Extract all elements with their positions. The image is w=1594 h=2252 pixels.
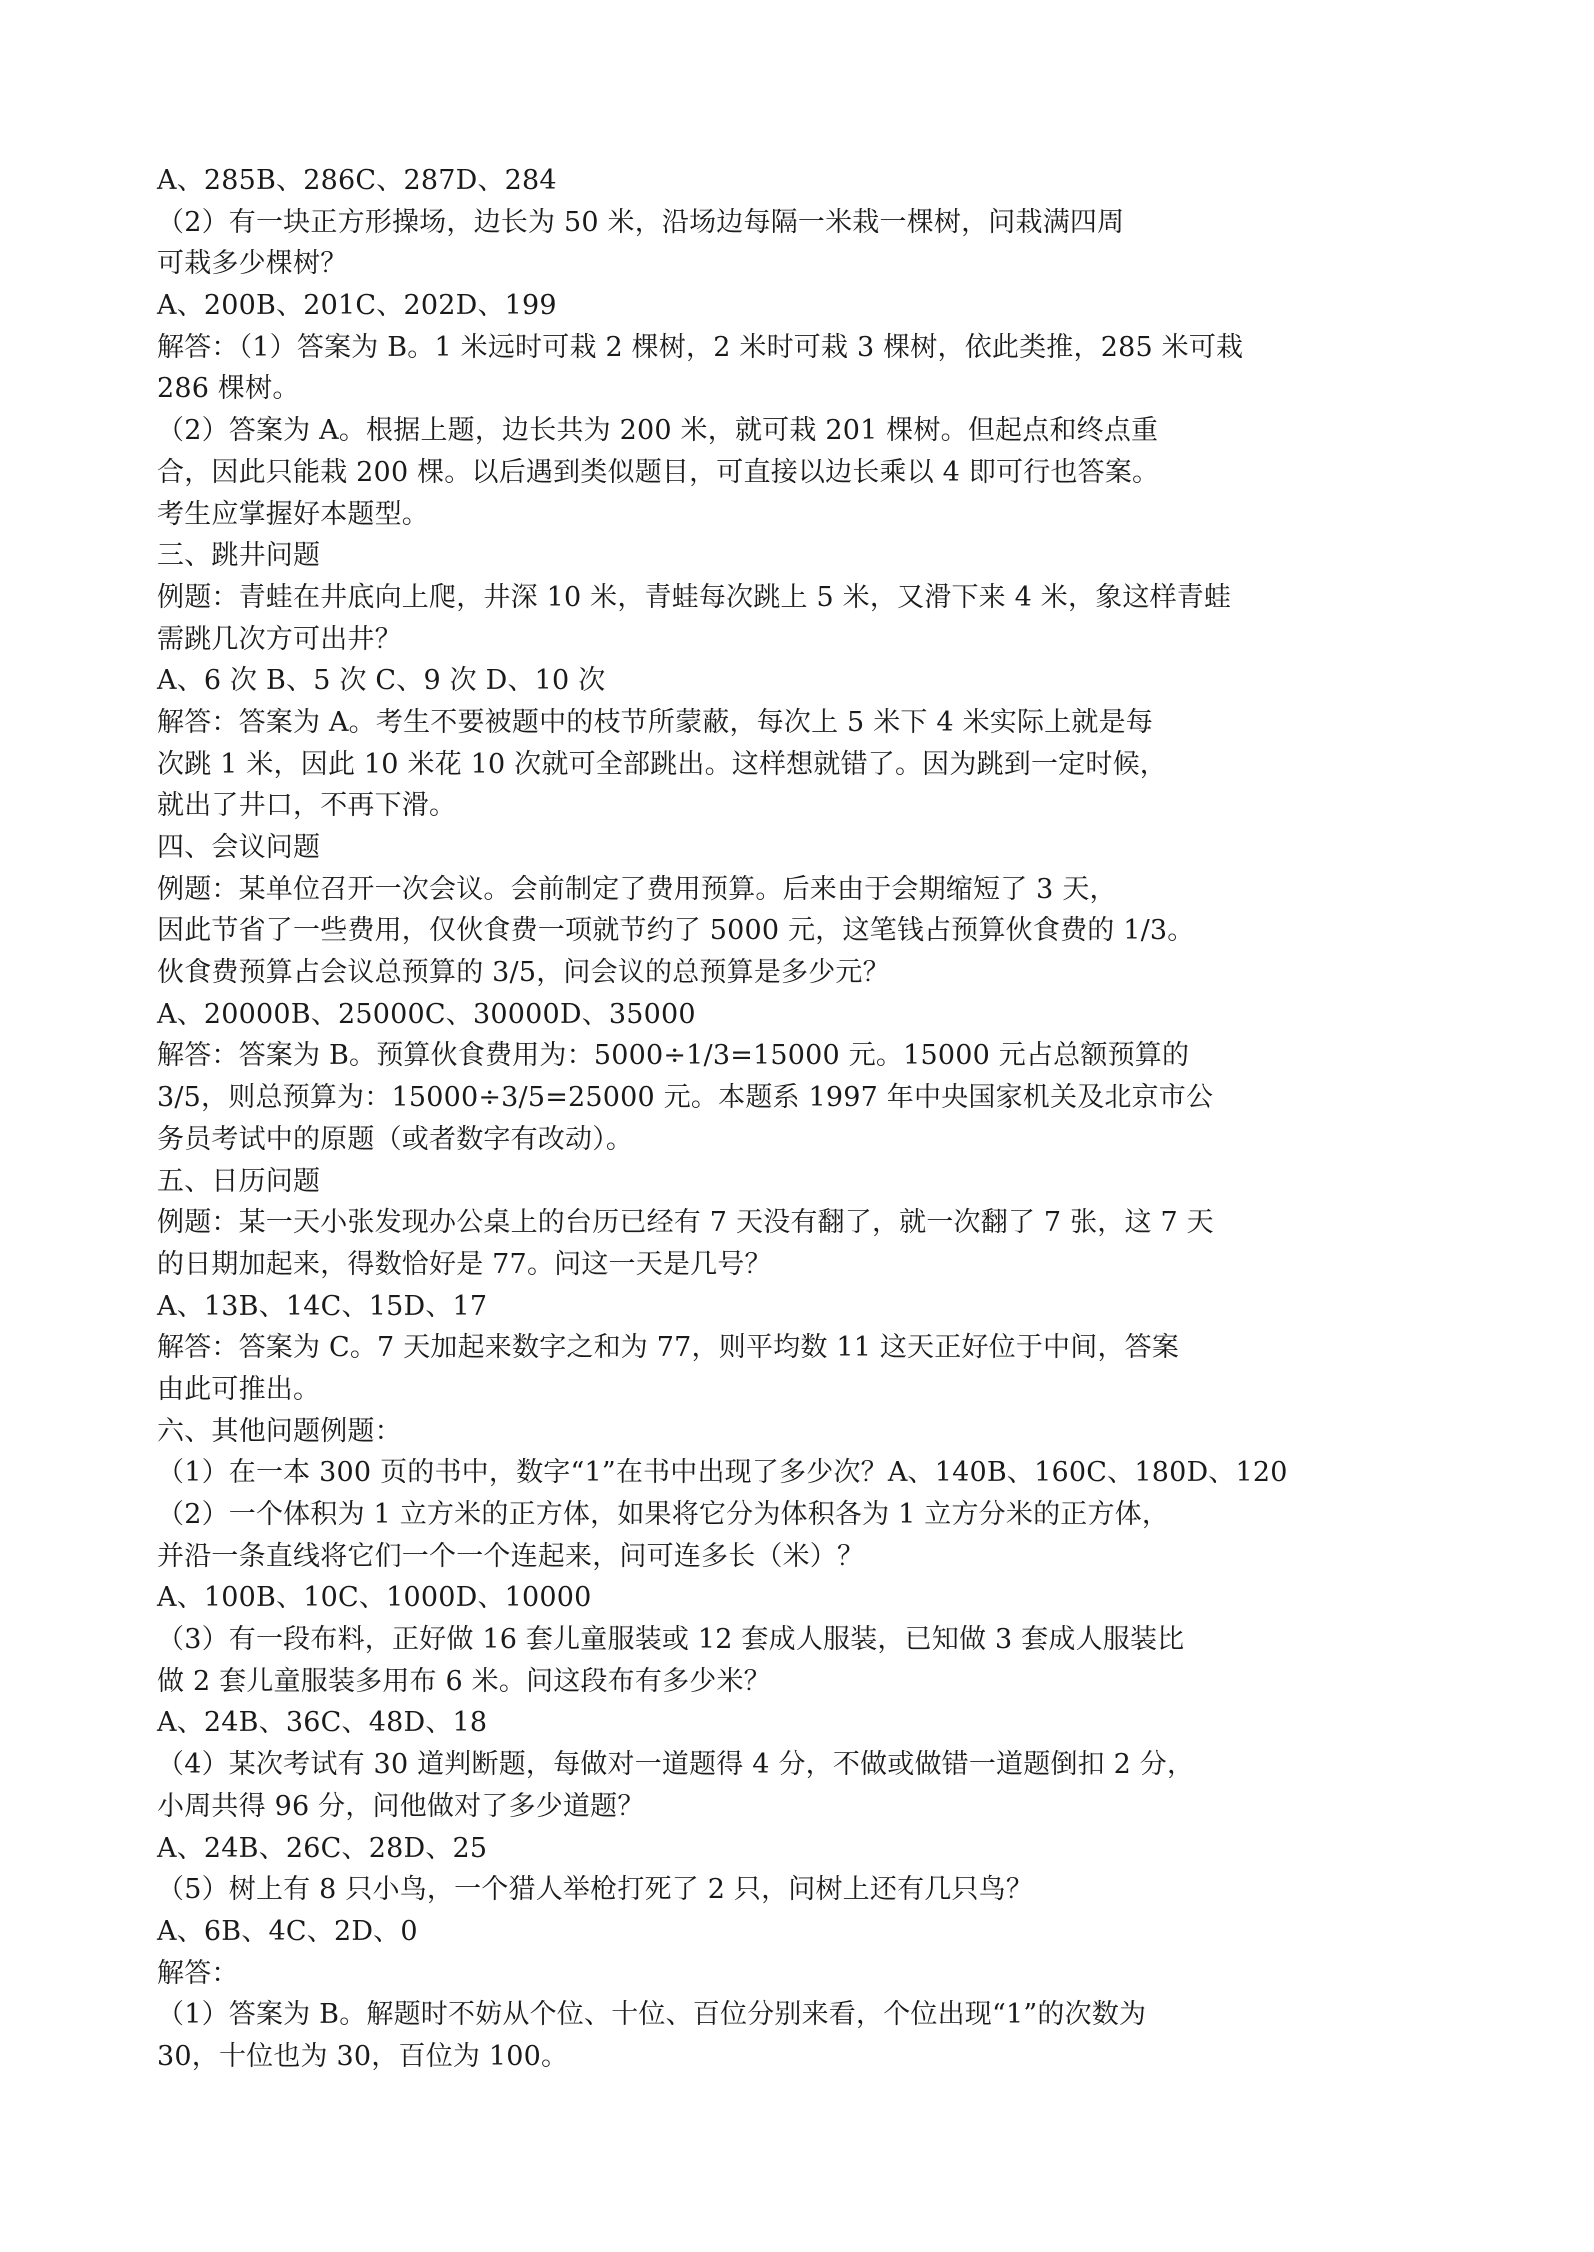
text-line: 解答：答案为 A。考生不要被题中的枝节所蒙蔽，每次上 5 米下 4 米实际上就是每 xyxy=(157,706,1153,738)
text-line: A、24B、36C、48D、18 xyxy=(157,1707,488,1739)
text-line: 就出了井口，不再下滑。 xyxy=(157,790,457,822)
text-line: （5）树上有 8 只小鸟，一个猎人举枪打死了 2 只，问树上还有几只鸟？ xyxy=(157,1874,1034,1906)
text-line: 的日期加起来，得数恰好是 77。问这一天是几号？ xyxy=(157,1248,772,1280)
text-line: 做 2 套儿童服装多用布 6 米。问这段布有多少米？ xyxy=(157,1665,771,1697)
section-heading: 三、跳井问题 xyxy=(157,540,321,572)
text-line: A、20000B、25000C、30000D、35000 xyxy=(157,998,696,1030)
text-line: （1）答案为 B。解题时不妨从个位、十位、百位分别来看，个位出现“1”的次数为 xyxy=(157,1999,1147,2031)
text-line: 可栽多少棵树？ xyxy=(157,248,348,280)
text-line: 次跳 1 米，因此 10 米花 10 次就可全部跳出。这样想就错了。因为跳到一定时候， xyxy=(157,748,1167,780)
text-line: 解答：（1）答案为 B。1 米远时可栽 2 棵树，2 米时可栽 3 棵树，依此类推，285 米可栽 xyxy=(157,331,1244,363)
text-line: 合，因此只能栽 200 棵。以后遇到类似题目，可直接以边长乘以 4 即可行也答案。 xyxy=(157,456,1160,488)
text-line: 解答：答案为 C。7 天加起来数字之和为 77，则平均数 11 这天正好位于中间，答案 xyxy=(157,1332,1180,1364)
text-line: A、200B、201C、202D、199 xyxy=(157,290,557,322)
text-line: 小周共得 96 分，问他做对了多少道题？ xyxy=(157,1790,645,1822)
text-line: 例题：青蛙在井底向上爬，井深 10 米，青蛙每次跳上 5 米，又滑下来 4 米，象这样青蛙 xyxy=(157,581,1232,613)
text-line: 解答： xyxy=(157,1957,239,1989)
text-line: （2）有一块正方形操场，边长为 50 米，沿场边每隔一米栽一棵树，问栽满四周 xyxy=(157,206,1125,238)
text-line: 需跳几次方可出井？ xyxy=(157,623,402,655)
text-line: 考生应掌握好本题型。 xyxy=(157,498,429,530)
document-body xyxy=(157,160,1457,2078)
text-line: 3/5，则总预算为：15000÷3/5=25000 元。本题系 1997 年中央国家机关及北京市公 xyxy=(157,1082,1214,1114)
text-line: 30，十位也为 30，百位为 100。 xyxy=(157,2040,569,2072)
text-line: 并沿一条直线将它们一个一个连起来，问可连多长（米）？ xyxy=(157,1540,865,1572)
text-line: A、13B、14C、15D、17 xyxy=(157,1290,488,1322)
text-line: A、24B、26C、28D、25 xyxy=(157,1832,488,1864)
text-line: 务员考试中的原题（或者数字有改动）。 xyxy=(157,1123,634,1155)
text-line: 伙食费预算占会议总预算的 3/5，问会议的总预算是多少元？ xyxy=(157,957,890,989)
text-line: 因此节省了一些费用，仅伙食费一项就节约了 5000 元，这笔钱占预算伙食费的 1/3。 xyxy=(157,915,1195,947)
text-line: 例题：某单位召开一次会议。会前制定了费用预算。后来由于会期缩短了 3 天， xyxy=(157,873,1117,905)
text-line: （2）一个体积为 1 立方米的正方体，如果将它分为体积各为 1 立方分米的正方体， xyxy=(157,1499,1170,1530)
text-line: A、6B、4C、2D、0 xyxy=(157,1915,418,1947)
section-heading: 六、其他问题例题： xyxy=(157,1415,402,1447)
text-line: 例题：某一天小张发现办公桌上的台历已经有 7 天没有翻了，就一次翻了 7 张，这 7 天 xyxy=(157,1207,1214,1239)
text-line: （4）某次考试有 30 道判断题，每做对一道题得 4 分，不做或做错一道题倒扣 2 分， xyxy=(157,1749,1195,1781)
text-line: 286 棵树。 xyxy=(157,373,300,405)
text-line: A、285B、286C、287D、284 xyxy=(157,165,557,196)
text-line: （2）答案为 A。根据上题，边长共为 200 米，就可栽 201 棵树。但起点和终点重 xyxy=(157,415,1159,447)
text-line: 由此可推出。 xyxy=(157,1373,321,1405)
text-line: 解答：答案为 B。预算伙食费用为：5000÷1/3=15000 元。15000 元占总额预算的 xyxy=(157,1040,1190,1072)
section-heading: 四、会议问题 xyxy=(157,832,321,863)
text-line: A、6 次 B、5 次 C、9 次 D、10 次 xyxy=(157,665,606,697)
text-line: （1）在一本 300 页的书中，数字“1”在书中出现了多少次？A、140B、160C、180D、120 xyxy=(157,1457,1288,1489)
text-line: （3）有一段布料，正好做 16 套儿童服装或 12 套成人服装，已知做 3 套成人服装比 xyxy=(157,1624,1185,1656)
section-heading: 五、日历问题 xyxy=(157,1165,321,1197)
text-line: A、100B、10C、1000D、10000 xyxy=(157,1582,592,1614)
